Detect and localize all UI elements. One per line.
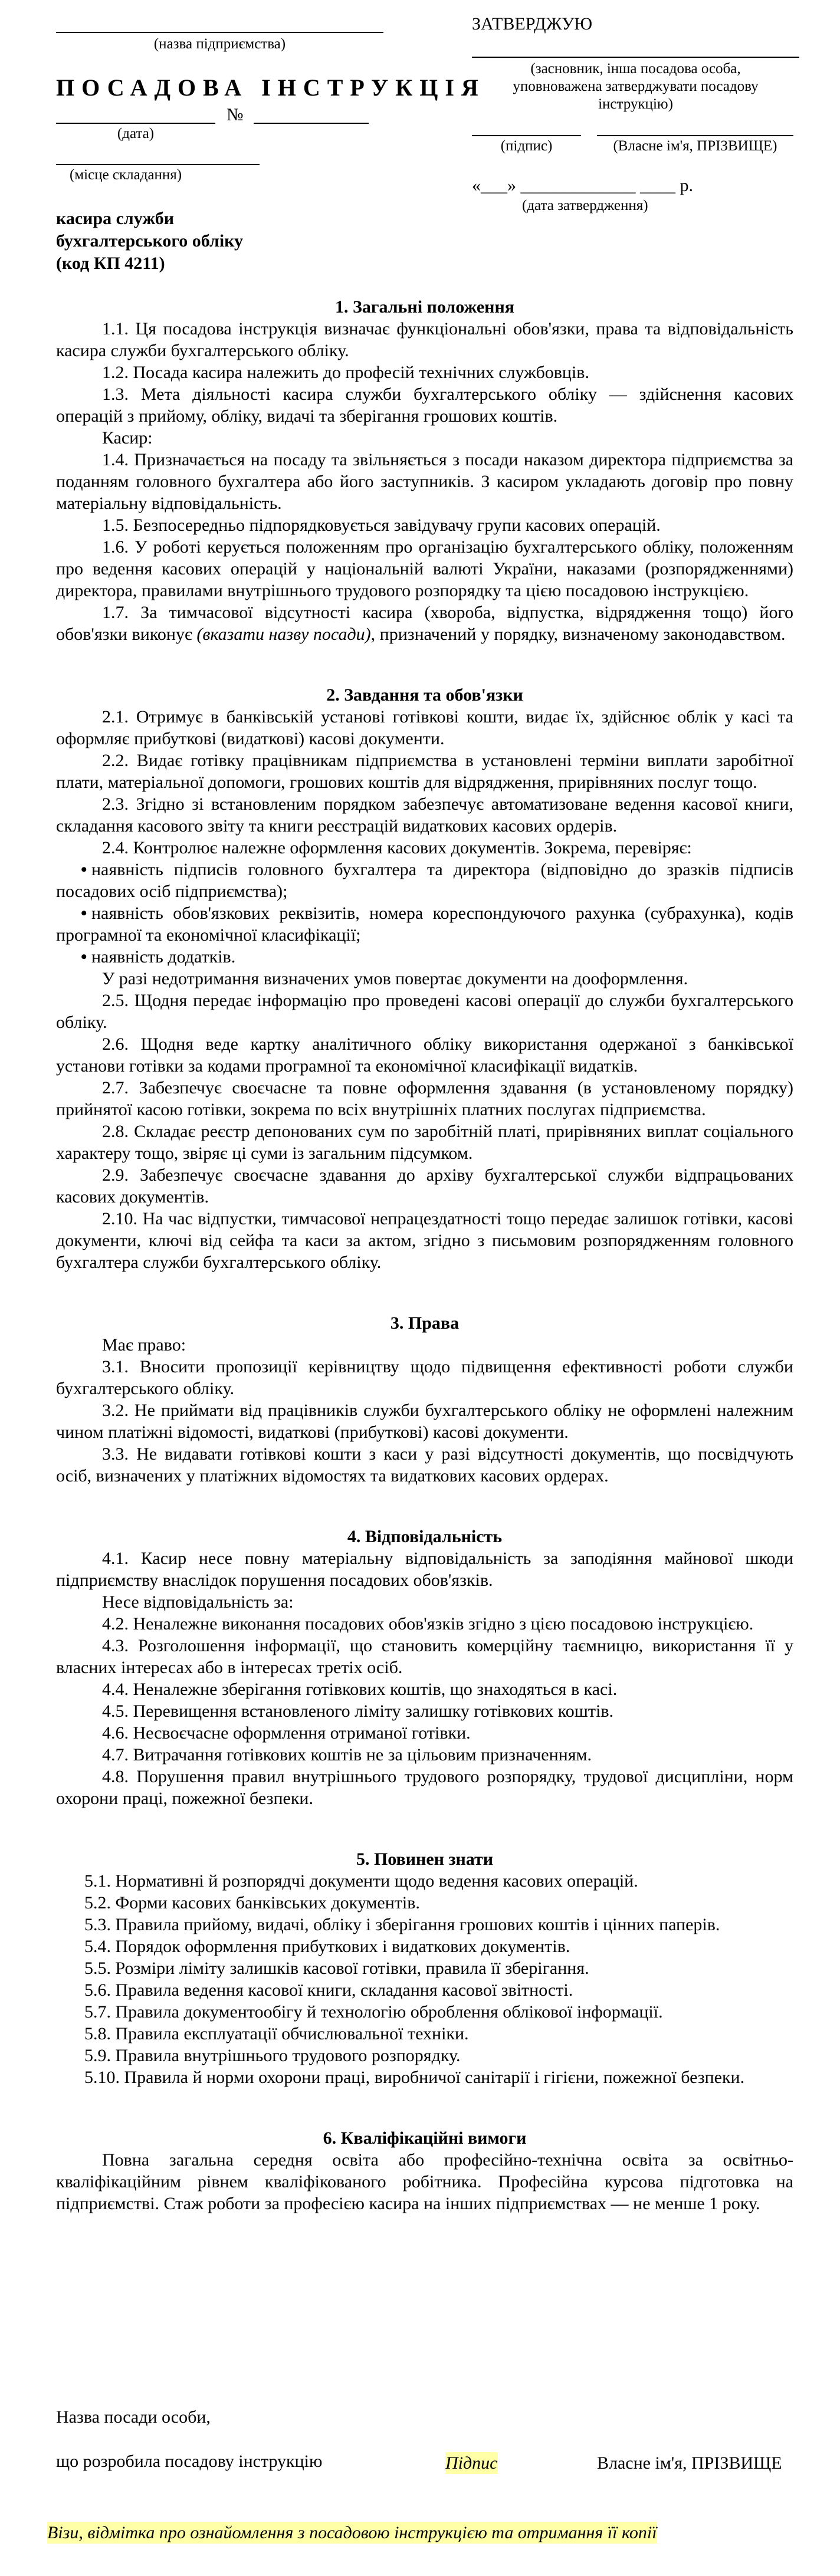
org-name-caption: (назва підприємства) (153, 36, 286, 52)
section-title: 5. Повинен знати (356, 1849, 494, 1869)
section-qualification (56, 2127, 793, 2214)
section-title: 4. Відповідальність (347, 1527, 503, 1546)
approver-caption-line-1: (засновник, інша посадова особа, (530, 61, 741, 77)
paragraph: 1.3. Мета діяльності касира служби бухгалтерського обліку — здійснення касових операцій з прийому, обліку, видачі та зберігання грошових коштів. (56, 385, 793, 426)
signature-caption: (підпис) (500, 138, 553, 154)
section-title: 1. Загальні положення (335, 297, 514, 317)
section-duties (56, 684, 793, 1273)
bullet-text: наявність обов'язкових реквізитів, номера кореспондуючого рахунка (субрахунка), кодів програмної та економічної класифікації; (56, 903, 793, 945)
author-position-line-1: Назва посади особи, (56, 2407, 211, 2427)
approval-date: «___» _____________ ____ р. (472, 176, 693, 195)
section-responsibility (56, 1526, 793, 1809)
bullet-item (56, 859, 793, 902)
author-position-line-2: що розробила посадову інструкцію (56, 2452, 323, 2471)
acknowledgement-note: Візи, відмітка про ознайомлення з посадовою інструкцією та отримання її копії (47, 2523, 657, 2542)
signature-placeholder: Підпис (445, 2453, 498, 2473)
number-sign: № (227, 105, 244, 124)
paragraph: 3.2. Не приймати від працівників служби бухгалтерського обліку не оформлені належним чином платіжні відомості, видаткові (прибуткові) касові документи. (56, 1401, 793, 1442)
paragraph: 2.6. Щодня веде картку аналітичного обліку використання одержаної з банківської установи готівки за кодами програмної та економічної класифікації видатків. (56, 1034, 793, 1076)
date-caption: (дата) (117, 126, 155, 142)
approver-line (472, 57, 799, 58)
position-title (56, 208, 243, 275)
paragraph: 3.3. Не видавати готівкові кошти з каси у разі відсутності документів, що посвідчують осіб, визначених у платіжних відомостях та видаткових касових ордерах. (56, 1444, 793, 1486)
list-item: 5.10. Правила й норми охорони праці, виробничої санітарії і гігієни, пожежної безпеки. (84, 2068, 745, 2087)
paragraph: Касир: (102, 428, 153, 448)
approver-caption-line-2: уповноважена затверджувати посадову (513, 78, 759, 94)
approver-name-line (597, 135, 793, 136)
bullet-icon: • (81, 860, 87, 879)
paragraph: 2.9. Забезпечує своєчасне здавання до архіву бухгалтерської служби відпрацьованих касових документів. (56, 1165, 793, 1207)
paragraph: 4.7. Витрачання готівкових коштів не за цільовим призначенням. (102, 1745, 592, 1765)
paragraph: 1.5. Безпосередньо підпорядковується завідувачу групи касових операцій. (102, 515, 661, 535)
list-item: 5.2. Форми касових банківських документів. (84, 1893, 420, 1913)
text-fragment: 1.7. За тимчасової відсутності касира (хвороба, відпустка, відрядження тощо) його обов'язки виконує (56, 603, 793, 644)
org-name-line (56, 32, 383, 33)
paragraph: 4.6. Несвоєчасне оформлення отриманої готівки. (102, 1723, 471, 1743)
paragraph: 4.4. Неналежне зберігання готівкових коштів, що знаходяться в касі. (102, 1680, 618, 1699)
bullet-icon: • (81, 947, 87, 967)
position-title-line-2: бухгалтерського обліку (56, 231, 244, 251)
paragraph: 2.8. Складає реєстр депонованих сум по заробітній платі, прирівняних виплат соціального характеру тощо, звіряє ці суми із загальним підсумком. (56, 1122, 793, 1163)
section-rights (56, 1312, 793, 1487)
list-item: 5.8. Правила експлуатації обчислювальної техніки. (84, 2024, 469, 2043)
section-title: 6. Кваліфікаційні вимоги (323, 2128, 527, 2148)
position-title-line-1: касира служби (56, 209, 175, 228)
paragraph: 2.2. Видає готівку працівникам підприємства в установлені терміни виплати заробітної плати, матеріальної допомоги, грошових коштів для відрядження, прирівняних послуг тощо. (56, 751, 793, 792)
bullet-item (56, 902, 793, 946)
author-name-placeholder: Власне ім'я, ПРІЗВИЩЕ (597, 2453, 782, 2473)
doc-date-line (56, 123, 215, 124)
bullet-item (56, 946, 793, 968)
paragraph: 2.5. Щодня передає інформацію про проведені касові операції до служби бухгалтерського обліку. (56, 991, 793, 1032)
paragraph: 2.7. Забезпечує своєчасне та повне оформлення здавання (в установленому порядку) прийнятої касою готівки, зокрема по всіх внутрішніх платних послугах підприємства. (56, 1078, 793, 1119)
section-general (56, 296, 793, 645)
bullet-text: наявність підписів головного бухгалтера та директора (відповідно до зразків підписів посадових осіб підприємства); (56, 860, 793, 901)
approver-name-caption: (Власне ім'я, ПРІЗВИЩЕ) (613, 138, 777, 154)
approval-date-caption: (дата затвердження) (522, 198, 648, 213)
position-placeholder: (вказати назву посади) (196, 625, 371, 644)
paragraph: У разі недотримання визначених умов повертає документи на дооформлення. (102, 969, 688, 988)
paragraph: 4.3. Розголошення інформації, що становить комерційну таємницю, використання її у власних інтересах або в інтересах третіх осіб. (56, 1636, 793, 1677)
list-item: 5.7. Правила документообігу й технологію оброблення облікової інформації. (84, 2002, 663, 2022)
section-knowledge (56, 1848, 793, 2088)
bullet-icon: • (81, 903, 87, 923)
paragraph (56, 602, 793, 645)
paragraph: Несе відповідальність за: (102, 1592, 294, 1612)
paragraph: 3.1. Вносити пропозиції керівництву щодо підвищення ефективності роботи служби бухгалтерського обліку. (56, 1357, 793, 1398)
paragraph: 2.3. Згідно зі встановленим порядком забезпечує автоматизоване ведення касової книги, складання касового звіту та книги реєстрацій видаткових касових ордерів. (56, 794, 793, 836)
paragraph: 1.2. Посада касира належить до професій технічних службовців. (102, 363, 589, 382)
signature-line (472, 135, 581, 136)
list-item: 5.4. Порядок оформлення прибуткових і видаткових документів. (84, 1937, 570, 1956)
paragraph: Повна загальна середня освіта або професійно-технічна освіта за освітньо-кваліфікаційним рівнем кваліфікованого робітника. Професійна курсова підготовка на підприємстві. Стаж роботи за професією касира на інших підприємствах — не менше 1 року. (56, 2150, 793, 2213)
section-title: 3. Права (390, 1313, 460, 1333)
paragraph: 2.10. На час відпустки, тимчасової непрацездатності тощо передає залишок готівки, касові документи, ключі від сейфа та каси за актом, згідно з письмовим розпорядженням головного бухгалтера служби бухгалтерського обліку. (56, 1209, 793, 1272)
doc-number-line (254, 123, 369, 124)
text-fragment: , призначений у порядку, визначеному законодавством. (370, 625, 786, 644)
paragraph: 1.4. Призначається на посаду та звільняється з посади наказом директора підприємства за поданням головного бухгалтера або його заступників. З касиром укладають договір про повну матеріальну відповідальність. (56, 450, 793, 513)
place-line (56, 164, 260, 165)
approver-caption (472, 60, 799, 113)
paragraph: 4.8. Порушення правил внутрішнього трудового розпорядку, трудової дисципліни, норм охорони праці, пожежної безпеки. (56, 1767, 793, 1808)
list-item: 5.5. Розміри ліміту залишків касової готівки, правила її зберігання. (84, 1959, 589, 1978)
place-caption: (місце складання) (70, 167, 182, 183)
doc-title: ПОСАДОВА ІНСТРУКЦІЯ (56, 74, 485, 101)
document-body (56, 296, 793, 2238)
bullet-text: наявність додатків. (91, 947, 236, 967)
paragraph: Має право: (102, 1335, 186, 1355)
paragraph: 1.1. Ця посадова інструкція визначає функціональні обов'язки, права та відповідальність касира служби бухгалтерського обліку. (56, 319, 793, 360)
paragraph: 4.2. Неналежне виконання посадових обов'язків згідно з цією посадовою інструкцією. (102, 1614, 754, 1634)
paragraph: 1.6. У роботі керується положенням про організацію бухгалтерського обліку, положенням про ведення касових операцій у національній валюті України, наказами (розпорядженнями) директора, правилами внутрішнього трудового розпорядку та цією посадовою інструкцією. (56, 537, 793, 600)
paragraph: 2.1. Отримує в банківській установі готівкові кошти, видає їх, здійснює облік у касі та оформляє прибуткові (видаткові) касові документи. (56, 707, 793, 748)
list-item: 5.6. Правила ведення касової книги, складання касової звітності. (84, 1980, 573, 2000)
paragraph: 4.5. Перевищення встановленого ліміту залишку готівкових коштів. (102, 1701, 614, 1721)
position-title-line-3: (код КП 4211) (56, 254, 165, 273)
list-item: 5.3. Правила прийому, видачі, обліку і зберігання грошових коштів і цінних паперів. (84, 1915, 720, 1934)
approve-word: ЗАТВЕРДЖУЮ (472, 14, 593, 34)
section-title: 2. Завдання та обов'язки (326, 685, 523, 705)
paragraph: 2.4. Контролює належне оформлення касових документів. Зокрема, перевіряє: (102, 838, 692, 857)
list-item: 5.9. Правила внутрішнього трудового розпорядку. (84, 2046, 461, 2065)
list-item: 5.1. Нормативні й розпорядчі документи щодо ведення касових операцій. (84, 1871, 638, 1891)
approver-caption-line-3: інструкцію) (598, 96, 673, 112)
paragraph: 4.1. Касир несе повну матеріальну відповідальність за заподіяння майнової шкоди підприємству внаслідок порушення посадових обов'язків. (56, 1549, 793, 1590)
